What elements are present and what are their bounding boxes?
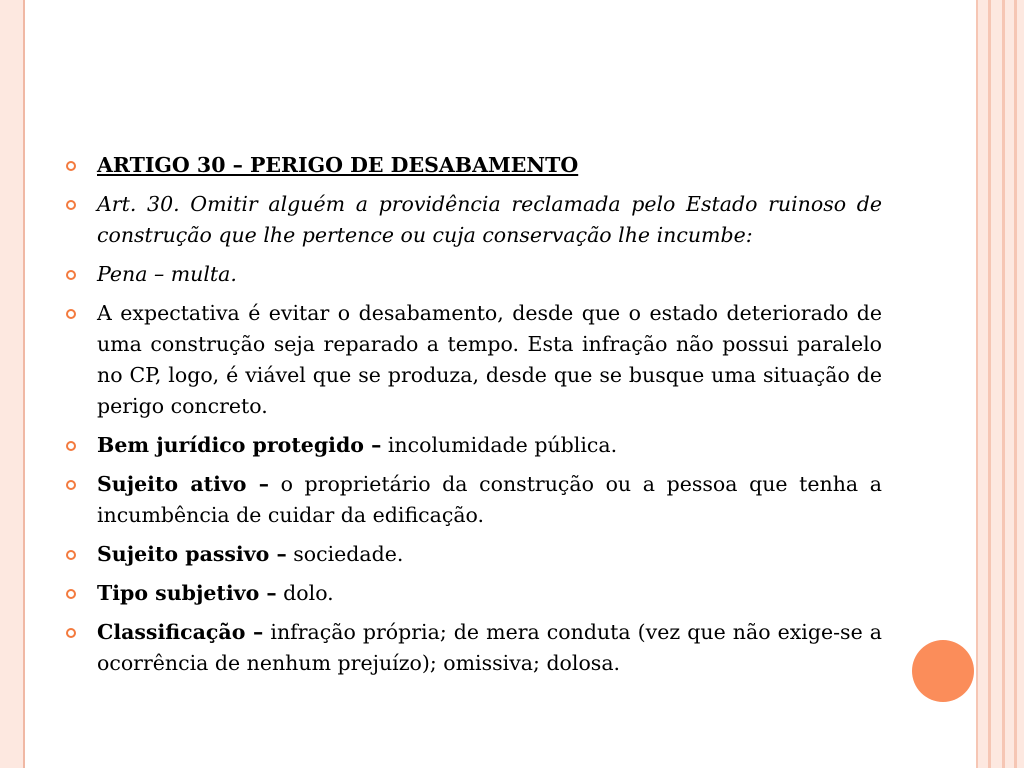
subjective-type-label: Tipo subjetivo – <box>97 581 277 605</box>
classification-text: infração própria; de mera conduta (vez que não exige-se a ocorrência de nenhum prejuízo); omissiva; dolosa. <box>97 620 882 675</box>
article-heading: ARTIGO 30 – PERIGO DE DESABAMENTO <box>97 153 579 177</box>
bullet-circle-icon <box>66 480 76 490</box>
right-decorative-stripes <box>976 0 1024 768</box>
bullet-circle-icon <box>66 589 76 599</box>
passive-subject-text: sociedade. <box>286 542 404 566</box>
bullet-item-subjective-type <box>66 578 882 609</box>
bullet-circle-icon <box>66 161 76 171</box>
article-text: Art. 30. Omitir alguém a providência reclamada pelo Estado ruinoso de construção que lhe pertence ou cuja conservação lhe incumbe: <box>97 192 882 247</box>
bullet-item-penalty <box>66 259 882 290</box>
bullet-item-passive-subject <box>66 539 882 570</box>
subjective-type-text: dolo. <box>276 581 334 605</box>
left-decorative-border <box>0 0 25 768</box>
penalty-text: Pena – multa. <box>97 262 237 286</box>
active-subject-text: o proprietário da construção ou a pessoa que tenha a incumbência de cuidar da edificação. <box>97 472 882 527</box>
bullet-item-expectation <box>66 298 882 422</box>
decorative-orange-circle <box>912 640 974 702</box>
bullet-item-article-text <box>66 189 882 251</box>
expectation-text: A expectativa é evitar o desabamento, desde que o estado deteriorado de uma construção seja reparado a tempo. Esta infração não possui paralelo no CP, logo, é viável que se produza, desde que se busque uma situação de perigo concreto. <box>97 301 882 418</box>
protected-good-label: Bem jurídico protegido – <box>97 433 382 457</box>
bullet-item-classification <box>66 617 882 679</box>
bullet-item-protected-good <box>66 430 882 461</box>
bullet-circle-icon <box>66 200 76 210</box>
bullet-circle-icon <box>66 270 76 280</box>
bullet-list <box>66 150 882 679</box>
bullet-item-heading <box>66 150 882 181</box>
bullet-circle-icon <box>66 441 76 451</box>
protected-good-text: incolumidade pública. <box>381 433 618 457</box>
classification-label: Classificação – <box>97 620 264 644</box>
passive-subject-label: Sujeito passivo – <box>97 542 287 566</box>
slide-content <box>66 150 882 687</box>
bullet-item-active-subject <box>66 469 882 531</box>
active-subject-label: Sujeito ativo – <box>97 472 269 496</box>
bullet-circle-icon <box>66 628 76 638</box>
bullet-circle-icon <box>66 550 76 560</box>
bullet-circle-icon <box>66 309 76 319</box>
